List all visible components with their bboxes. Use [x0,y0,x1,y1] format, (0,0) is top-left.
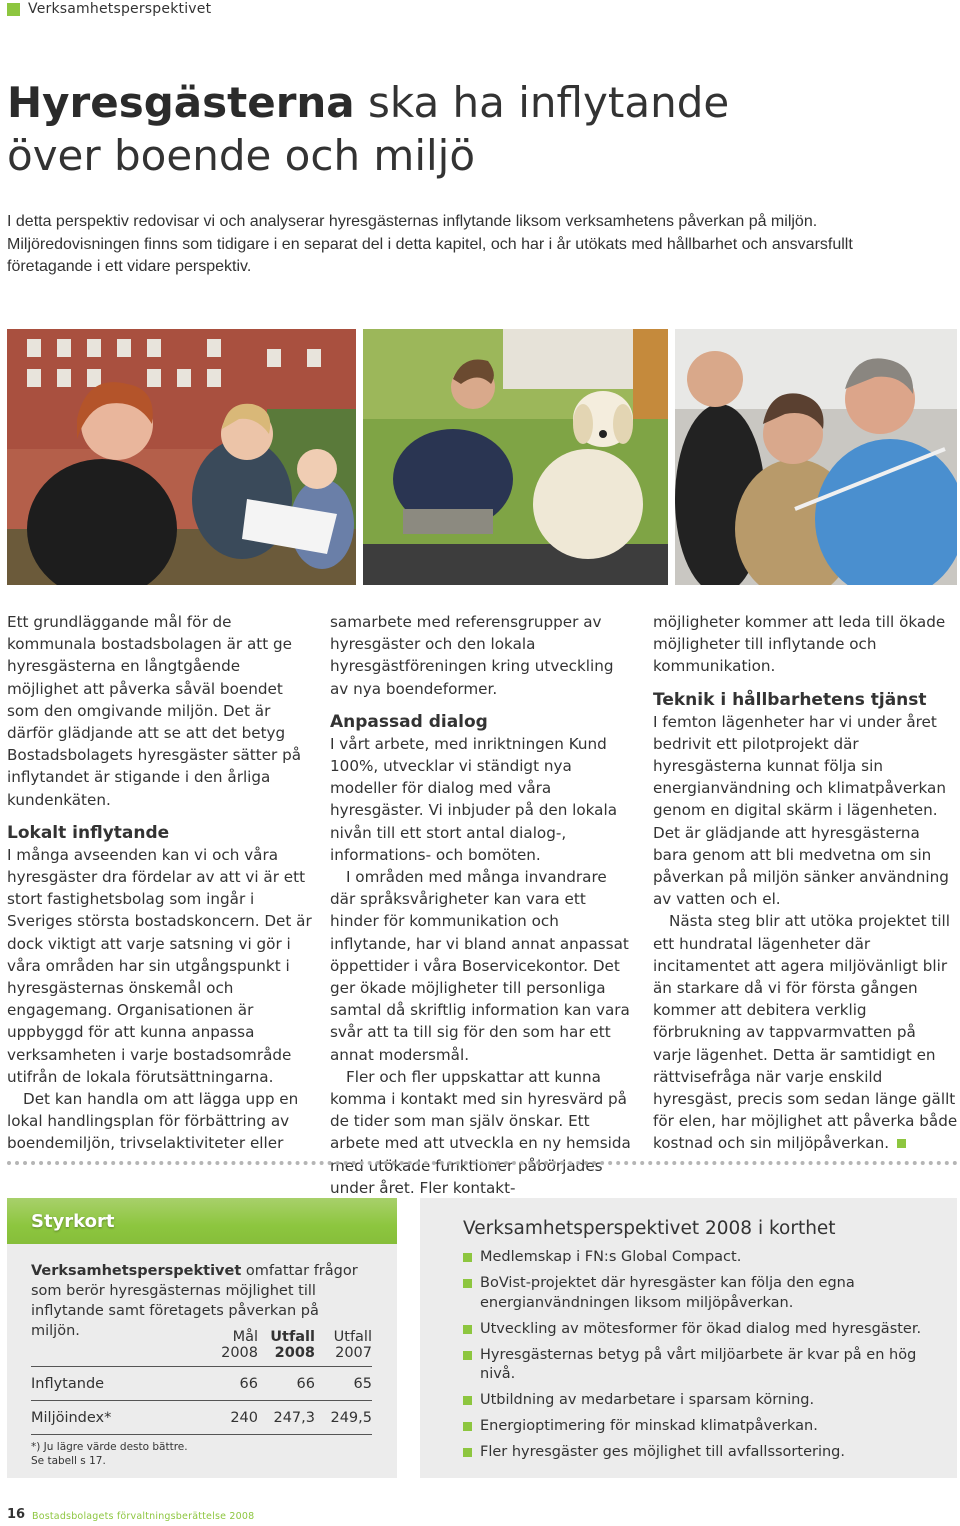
kpi-header-spacer [31,1329,201,1366]
header-line: 2008 [274,1345,315,1361]
summary-title: Verksamhetsperspektivet 2008 i korthet [463,1218,836,1239]
paragraph: I vårt arbete, med inriktningen Kund 100%, utvecklar vi ständigt nya modeller för dialog med våra hyresgäster. Vi inbjuder på den lokala nivån till ett stort antal dialog-, informations- och bomöten. [330,734,618,864]
list-item: Fler hyresgäster ges möjlighet till avfallssortering. [463,1443,943,1463]
list-item: Hyresgästernas betyg på vårt miljöarbete är kvar på en hög nivå. [463,1346,943,1385]
paragraph: Det kan handla om att lägga upp en lokal handlingsplan för förbättring av boendemiljön, trivselaktiviteter eller [7,1090,299,1153]
paragraph-last [653,910,958,1154]
paragraph: I områden med många invandrare där språksvårigheter kan vara ett hinder för kommunikation och inflytande, har vi bland annat anpassat öppettider i våra Boservicekontor. Det ger ökade möjligheter till personliga samtal då skriftlig information kan vara svår att ta till sig för den som har ett annat modersmål. [330,868,630,1064]
page-title-line2: över boende och miljö [7,131,476,180]
kpi-header-mal-2008 [201,1329,258,1366]
page-number: 16 [7,1507,26,1522]
list-item: Energioptimering för minskad klimatpåverkan. [463,1417,943,1437]
list-item: BoVist-projektet där hyresgäster kan följa den egna energianvändningen liksom miljöpåverkan. [463,1274,943,1313]
row-label: Inflytande [31,1375,105,1392]
kpi-footnote [31,1441,372,1468]
page-title [7,76,907,182]
styrkort-box [7,1198,397,1478]
page-title-bold: Hyresgästerna [7,78,355,127]
subheading-lokalt-inflytande: Lokalt inflytande [7,822,170,843]
header-line: Mål [232,1329,258,1345]
header-line: Utfall [333,1329,372,1345]
list-item: Utbildning av medarbetare i sparsam körning. [463,1391,943,1411]
subheading-teknik: Teknik i hållbarhetens tjänst [653,689,927,710]
styrkort-title: Styrkort [31,1210,115,1232]
intro-paragraph: I detta perspektiv redovisar vi och analyserar hyresgästernas inflytande liksom verksamhetens påverkan på miljön. Miljöredovisningen finns som tidigare i en separat del i detta kapitel, och har i år utökats med hållbarhet och ansvarsfullt företagande i ett vidare perspektiv. [7,213,853,275]
summary-list [463,1248,943,1469]
footnote-line-2: Se tabell s 17. [31,1454,106,1467]
paragraph: möjligheter kommer att leda till ökade möjligheter till inflytande och kommunikation. [653,613,946,676]
paragraph: Fler och fler uppskattar att kunna komma i kontakt med sin hyresvärd på de tider som man själv önskar. Ett arbete med att utveckla en ny hemsida med utökade funktioner påbörjades under året. Fler kontakt- [330,1067,631,1197]
text-column-3 [653,611,958,1155]
cell: 240 [230,1409,258,1426]
kpi-header-row [31,1329,372,1367]
paragraph: I femton lägenheter har vi under året bedrivit ett pilotprojekt där hyresgästerna kunnat följa sin energianvändning och klimatpåverkan genom en digital skärm i lägenheten. Det är glädjande att hyresgästerna bara genom att bli medvetna om sin påverkan på miljön sänker användning av vatten och el. [653,712,949,909]
paragraph-text: Nästa steg blir att utöka projektet till ett hundratal lägenheter där incitamentet att agera miljövänligt blir än starkare då vi för första gången kommer att debitera verklig förbrukning av tappvarmvatten på varje lägenhet. Detta är samtidigt en rättvisefråga när varje enskild hyresgäst, precis som sedan länge gällt för elen, har möjlighet att påverka både kostnad och sin miljöpåverkan. [653,912,958,1153]
styrkort-desc-bold: Verksamhetsperspektivet [31,1263,242,1279]
kpi-header-utfall-2008 [258,1329,315,1366]
kpi-table [31,1329,372,1468]
list-item: Utveckling av mötesformer för ökad dialog med hyresgäster. [463,1320,943,1340]
paragraph: samarbete med referensgrupper av hyresgäster och den lokala hyresgästföreningen kring utveckling av nya boendeformer. [330,613,614,698]
cell: 66 [239,1375,258,1392]
subheading-anpassad-dialog: Anpassad dialog [330,711,488,732]
section-tag-label: Verksamhetsperspektivet [28,1,212,17]
cell: 65 [353,1375,372,1392]
header-line: Utfall [270,1329,315,1345]
header-line: 2007 [335,1345,372,1361]
section-tag [7,1,211,17]
dotted-divider [7,1161,958,1165]
kpi-header-utfall-2007 [315,1329,372,1366]
photo-meeting-group [675,329,957,585]
paragraph: Ett grundläggande mål för de kommunala bostadsbolagen är att ge hyresgästerna en långtgående möjlighet att påverka såväl boendet som den omgivande miljön. Det är därför glädjande att se att det betyg Bostadsbolagets hyresgäster sätter på inflytandet är stigande i den årliga kundenkäten. [7,613,302,809]
text-column-2 [330,611,635,1199]
photo-boy-with-dog [363,329,668,585]
list-item: Medlemskap i FN:s Global Compact. [463,1248,943,1268]
end-square-icon [897,1139,906,1148]
cell: 66 [296,1375,315,1392]
row-label: Miljöindex* [31,1409,112,1426]
styrkort-desc-rest: omfattar frågor som berör hyresgästernas möjlighet till inflytande samt företagets påverkan på miljön. [31,1263,358,1339]
text-column-1 [7,611,312,1155]
table-row [31,1401,372,1435]
section-square-icon [7,3,20,16]
photo-residents-outdoor [7,329,356,585]
paragraph: I många avseenden kan vi och våra hyresgäster dra fördelar av att vi är ett stort fastighetsbolag som ingår i Sveriges största bostadskoncern. Det är dock viktigt att varje satsning vi gör i våra områden har sin utgångspunkt i hyresgästernas önskemål och engagemang. Organisationen är uppbyggd för att kunna anpassa verksamheten i varje bostadsområde utifrån de lokala förutsättningarna. [7,845,312,1086]
table-row [31,1367,372,1401]
footnote-line-1: *) Ju lägre värde desto bättre. [31,1441,188,1453]
header-line: 2008 [221,1345,258,1361]
page-title-rest: ska ha inflytande [354,78,730,127]
summary-box [420,1198,957,1478]
styrkort-header [7,1198,397,1244]
cell: 247,3 [273,1409,315,1426]
publication-name: Bostadsbolagets förvaltningsberättelse 2008 [32,1511,255,1522]
cell: 249,5 [330,1409,372,1426]
